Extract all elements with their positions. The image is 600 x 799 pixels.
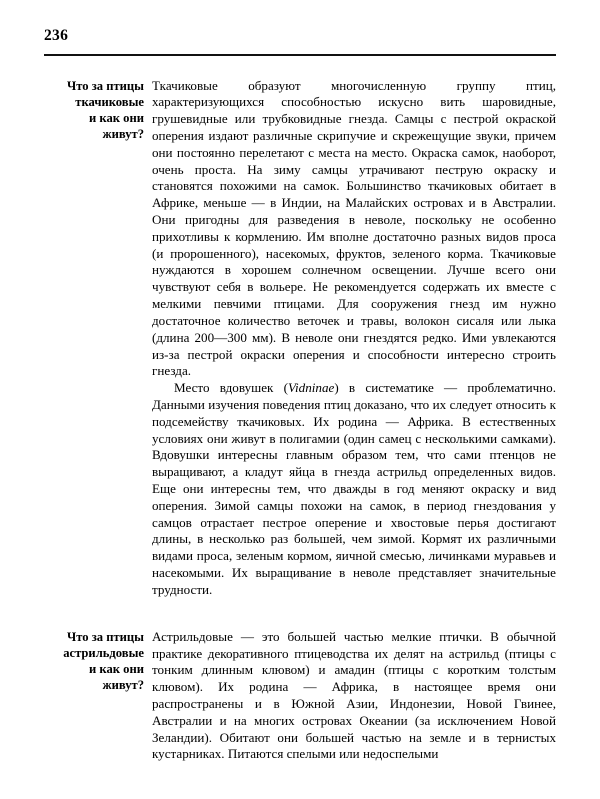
paragraph: Ткачиковые образуют многочисленную группу птиц, характеризующихся способностью искусно вить шаровидные, грушевидные или трубковидные гнезда. Самцы с пестрой окраской оперения издают различные скрипучие и скрежещущие звуки, причем они постоянно перелетают с места на место. Окраска самок, наоборот, очень проста. На зиму самцы утрачивают пеструю окраску и становятся похожими на самок. Большинство ткачиковых обитает в Африке, меньше — в Индии, на Малайских островах и в Австралии. Они пригодны для разведения в неволе, поскольку не особенно прихотливы к кормлению. Им вполне достаточно разных видов проса (и пророшенного), насекомых, фруктов, зеленого корма. Ткачиковые нуждаются в хорошем солнечном освещении. Лучше всего они чувствуют себя в вольере. Не рекомендуется содержать их вместе с мелкими певчими птицами. Для сооружения гнезд им нужно достаточное количество веточек и травы, волокон сисаля или лыка (длина 200—300 мм). В неволе они гнездятся редко. Ими увлекаются из-за пестрой окраски оперения и способности интересно строить гнезда. — [152, 77, 556, 379]
question-line: Что за птицы — [66, 78, 144, 93]
body-text-weavers — [152, 78, 556, 599]
marginal-question-weavers — [44, 78, 152, 142]
section-estrildids — [44, 629, 556, 764]
question-line: астрильдовые — [63, 645, 144, 660]
question-line: Что за птицы — [66, 629, 144, 644]
question-line: и как они — [89, 661, 144, 676]
question-line: ткачиковые — [75, 94, 144, 109]
question-line: и как они — [89, 110, 144, 125]
paragraph: Астрильдовые — это большей частью мелкие птички. В обычной практике декоративного птицеводства их делят на астрильд (птицы с тонким длинным клювом) и амадин (птицы с коротким толстым клювом). Их родина — Африка, в настоящее время они распространены и в Южной Азии, Индонезии, Новой Гвинее, Австралии и на многих островах Океании (за исключением Новой Зеландии). Обитают они большей частью на земле и в тернистых кустарниках. Питаются спелыми или недоспелыми — [152, 628, 556, 762]
question-line: живут? — [102, 126, 144, 141]
marginal-question-estrildids — [44, 629, 152, 693]
section-weavers — [44, 78, 556, 599]
question-line: живут? — [102, 678, 144, 693]
paragraph: Место вдовушек (Vidninae) в систематике — проблематично. Данными изучения поведения птиц доказано, что их следует относить к подсемейству ткачиковых. Их родина — Африка. В естественных условиях они живут в полигамии (один самец с несколькими самками). Вдовушки интересны главным образом тем, что сами птенцов не выращивают, а кладут яйца в гнезда астрильд определенных видов. Еще они интересны тем, что дважды в год меняют окраску и вид оперения. Зимой самцы похожи на самок, в период гнездования у самцов отрастает пестрое оперение и хвостовые перья достигают длины, в несколько раз большей, чем зимой. Кормят их различными видами проса, зеленым кормом, яичной смесью, личинками муравьев и насекомыми. Их выращивание в неволе представляет значительные трудности. — [152, 380, 556, 597]
scientific-name: Vidninae — [288, 380, 335, 396]
header-rule — [44, 54, 556, 56]
body-text-estrildids — [152, 629, 556, 764]
page-number: 236 — [44, 27, 69, 44]
